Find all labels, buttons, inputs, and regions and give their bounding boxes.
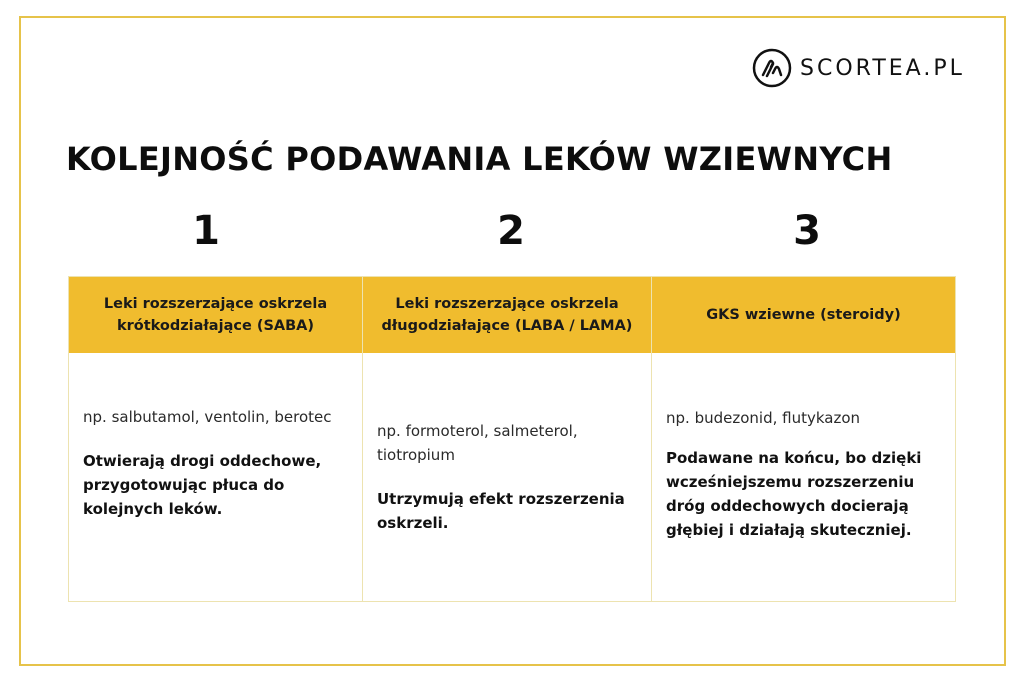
drug-effect: Utrzymują efekt rozszerzenia oskrzeli.: [377, 490, 625, 532]
column-header: GKS wziewne (steroidy): [652, 277, 955, 353]
step-number-2: 2: [497, 208, 525, 254]
column-body: [377, 419, 637, 535]
brand-name: SCORTEA.PL: [800, 55, 965, 81]
column-body: [666, 406, 941, 542]
step-number-1: 1: [192, 208, 220, 254]
drug-examples: np. formoterol, salmeterol, tiotropium: [377, 422, 578, 464]
step-column-2: [363, 277, 652, 601]
drug-effect: Podawane na końcu, bo dzięki wcześniejszemu rozszerzeniu dróg oddechowych docierają głębiej i działają skuteczniej.: [666, 449, 922, 539]
column-header: Leki rozszerzające oskrzela długodziałające (LABA / LAMA): [363, 277, 651, 353]
scortea-logo-icon: [752, 48, 792, 88]
drug-effect: Otwierają drogi oddechowe, przygotowując płuca do kolejnych leków.: [83, 452, 322, 518]
drug-examples: np. budezonid, flutykazon: [666, 409, 861, 427]
medication-order-table: [68, 276, 956, 602]
column-body: [83, 405, 348, 521]
step-column-1: [69, 277, 363, 601]
brand-logo[interactable]: [752, 48, 965, 88]
step-number-3: 3: [793, 208, 821, 254]
step-column-3: [652, 277, 955, 601]
drug-examples: np. salbutamol, ventolin, berotec: [83, 408, 332, 426]
column-header: Leki rozszerzające oskrzela krótkodziałające (SABA): [69, 277, 362, 353]
page-title: KOLEJNOŚĆ PODAWANIA LEKÓW WZIEWNYCH: [66, 140, 893, 178]
